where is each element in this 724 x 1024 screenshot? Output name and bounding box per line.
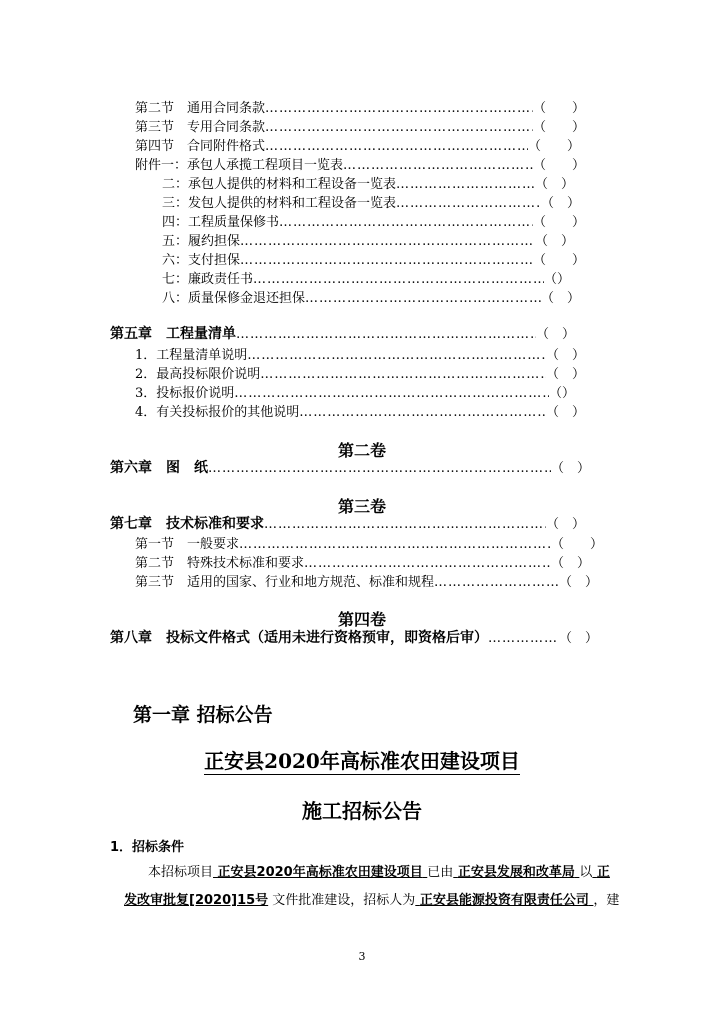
toc-item-page: （ ）	[534, 177, 574, 192]
toc-item-page: （）	[543, 272, 570, 287]
toc-item-label: 4．有关投标报价的其他说明	[135, 405, 300, 420]
toc-item-label: 第三节 专用合同条款	[135, 120, 266, 135]
toc-item-page: （ ）	[535, 327, 575, 342]
page-number: 3	[358, 950, 366, 963]
toc-item-label: 四：工程质量保修书	[162, 215, 280, 230]
toc-chapter	[110, 627, 598, 647]
toc-item	[135, 552, 590, 571]
text-run: ，建	[593, 893, 620, 908]
text-run: 文件批准建设，招标人为	[272, 893, 416, 908]
project-name: 正安县2020年高标准农田建设项目	[217, 865, 423, 880]
project-title	[0, 745, 724, 774]
toc-item-page: （ ）	[545, 348, 585, 363]
chapter-title: 第一章 招标公告	[133, 704, 273, 726]
toc-item	[135, 401, 585, 420]
toc-item-label: 第二节 特殊技术标准和要求	[135, 556, 305, 571]
toc-item	[135, 97, 585, 116]
toc-item-page: （ ）	[540, 196, 580, 211]
toc-item-label: 五：履约担保	[162, 234, 241, 249]
toc-item	[162, 211, 585, 230]
project-title-text: 正安县2020年高标准农田建设项目	[204, 749, 520, 773]
toc-chapter	[110, 323, 575, 343]
toc-item-page: （ ）	[545, 405, 585, 420]
toc-item-label: 1．工程量清单说明	[135, 348, 248, 363]
toc-item-label: 第二节 通用合同条款	[135, 101, 266, 116]
text-run: 已由	[427, 865, 454, 880]
toc-item-page: （ ）	[532, 120, 585, 135]
toc-item-label: 八：质量保修金退还担保	[162, 291, 306, 306]
toc-chapter-label: 第五章 工程量清单	[110, 326, 236, 342]
toc-item	[162, 268, 570, 287]
toc-item	[135, 116, 585, 135]
toc-item-label: 第四节 合同附件格式	[135, 139, 266, 154]
toc-chapter-label: 第八章 投标文件格式（适用未进行资格预审，即资格后审）	[110, 630, 488, 646]
toc-item-label: 三：发包人提供的材料和工程设备一览表	[162, 196, 397, 211]
toc-item-page: （ ）	[545, 517, 585, 532]
toc-item	[162, 192, 580, 211]
toc-item	[162, 173, 574, 192]
toc-item-page: （ ）	[532, 158, 585, 173]
toc-item-label: 2．最高投标限价说明	[135, 367, 261, 382]
toc-item	[135, 571, 598, 590]
toc-item	[162, 249, 585, 268]
section-heading: 1．招标条件	[110, 840, 185, 855]
toc-item-label: 3．投标报价说明	[135, 386, 235, 401]
toc-item-page: （）	[548, 386, 575, 401]
approver-name: 正安县发展和改革局	[457, 865, 575, 880]
toc-item	[135, 382, 575, 401]
volume-heading: 第三卷	[337, 497, 386, 516]
toc-item	[135, 135, 580, 154]
toc-item	[162, 230, 574, 249]
volume-heading: 第四卷	[337, 610, 386, 629]
toc-item-page: （ ）	[532, 253, 585, 268]
text-run: 本招标项目	[148, 865, 214, 880]
toc-chapter	[110, 457, 590, 477]
toc-item-page: （ ）	[558, 575, 598, 590]
toc-item	[162, 287, 580, 306]
toc-item-page: （ ）	[550, 537, 603, 552]
notice-title: 施工招标公告	[302, 799, 422, 823]
toc-item-page: （ ）	[532, 101, 585, 116]
toc-item-page: （ ）	[558, 631, 598, 646]
volume-heading: 第二卷	[337, 441, 386, 460]
paragraph-line	[124, 889, 619, 908]
toc-item-page: （ ）	[550, 556, 590, 571]
toc-item	[135, 533, 603, 552]
toc-item-page: （ ）	[545, 367, 585, 382]
toc-item-page: （ ）	[532, 215, 585, 230]
toc-item-label: 附件一：承包人承揽工程项目一览表	[135, 158, 344, 173]
toc-item	[135, 154, 585, 173]
toc-item-label: 二：承包人提供的材料和工程设备一览表	[162, 177, 397, 192]
paragraph-line	[148, 861, 610, 880]
text-run: 以	[579, 865, 593, 880]
approval-prefix: 正	[596, 865, 610, 880]
toc-item	[135, 344, 585, 363]
toc-item-page: （ ）	[540, 291, 580, 306]
tenderer-name: 正安县能源投资有限责任公司	[419, 893, 589, 908]
toc-chapter-label: 第六章 图 纸	[110, 460, 208, 476]
toc-item-label: 第三节 适用的国家、行业和地方规范、标准和规程	[135, 575, 435, 590]
toc-item-label: 六：支付担保	[162, 253, 241, 268]
approval-number: 发改审批复[2020]15号	[124, 893, 269, 908]
toc-item-page: （ ）	[550, 461, 590, 476]
toc-chapter-label: 第七章 技术标准和要求	[110, 516, 264, 532]
toc-item	[135, 363, 585, 382]
toc-item-label: 第一节 一般要求	[135, 537, 240, 552]
toc-item-page: （ ）	[534, 234, 574, 249]
toc-item-label: 七：廉政责任书	[162, 272, 254, 287]
toc-chapter	[110, 513, 585, 533]
toc-item-page: （ ）	[527, 139, 580, 154]
